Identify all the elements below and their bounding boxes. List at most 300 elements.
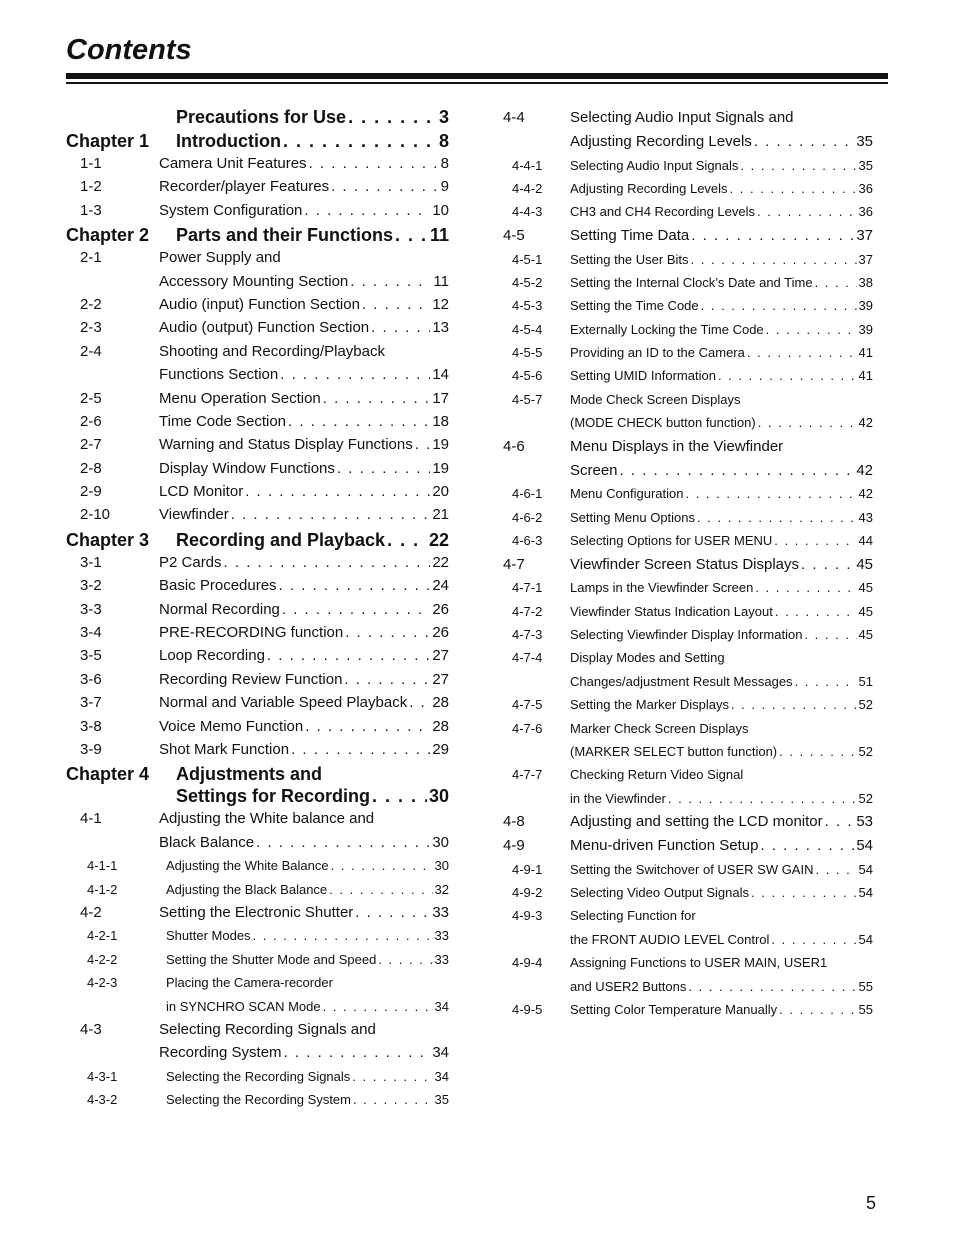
toc-entry-label (159, 175, 449, 198)
toc-entry-label (570, 975, 873, 998)
toc-entry (503, 553, 873, 576)
toc-page-number: 54 (858, 861, 873, 877)
page-number: 5 (866, 1193, 877, 1213)
toc-page-number: 42 (856, 461, 873, 479)
toc-page-number: 30 (434, 858, 449, 874)
toc-entry-label (176, 106, 449, 128)
toc-entry-label (570, 248, 873, 271)
toc-entry-title: Selecting Audio Input Signals (570, 157, 739, 173)
toc-entry-title: the FRONT AUDIO LEVEL Control (570, 931, 770, 947)
toc-entry (66, 503, 449, 526)
toc-entry (503, 130, 873, 153)
toc-entry-number: 4-6-2 (512, 509, 543, 525)
toc-entry (66, 668, 449, 691)
toc-entry-label (570, 881, 873, 904)
toc-entry-title: Setting UMID Information (570, 368, 716, 384)
toc-entry (66, 644, 449, 667)
toc-entry (503, 506, 873, 529)
toc-entry-title: Menu-driven Function Setup (570, 837, 759, 855)
toc-entry (66, 598, 449, 621)
toc-entry-number: 4-9-5 (512, 1001, 543, 1017)
toc-page-number: 43 (858, 509, 873, 525)
toc-entry-number: 4-2 (80, 903, 102, 921)
toc-entry-label (159, 199, 449, 222)
toc-entry-title: Display Modes and Setting (570, 650, 725, 666)
toc-entry-label (570, 130, 873, 153)
toc-entry-number: 4-7-5 (512, 697, 543, 713)
toc-entry (503, 364, 873, 387)
toc-page-number: 19 (432, 436, 449, 454)
toc-entry-title: Voice Memo Function (159, 717, 304, 735)
toc-dot-leader (304, 199, 430, 222)
toc-dot-leader (766, 318, 857, 341)
toc-entry-label (570, 858, 873, 881)
toc-entry-label (166, 924, 449, 947)
toc-entry-label (570, 200, 873, 223)
toc-entry-number: 2-6 (80, 412, 102, 430)
toc-dot-leader (718, 364, 857, 387)
toc-entry-label (570, 740, 873, 763)
toc-entry-title: Viewfinder (159, 506, 229, 524)
toc-dot-leader (775, 600, 857, 623)
toc-page-number: 45 (856, 555, 873, 573)
toc-entry-title: Setting the Electronic Shutter (159, 903, 354, 921)
toc-entry-title: Selecting Options for USER MENU (570, 532, 773, 548)
toc-entry-number: 3-7 (80, 694, 102, 712)
toc-entry-label (159, 480, 449, 503)
toc-entry-label (570, 998, 873, 1021)
toc-entry-label (570, 106, 873, 129)
toc-page-number: 51 (858, 673, 873, 689)
toc-entry-number: 4-9 (503, 837, 525, 855)
toc-entry-title: Selecting the Recording System (166, 1092, 351, 1108)
toc-entry-number: 4-3-1 (87, 1068, 118, 1084)
toc-page-number: 26 (432, 624, 449, 642)
title-rule-thick (66, 73, 888, 79)
toc-dot-leader (345, 621, 430, 644)
toc-page-number: 11 (429, 225, 449, 246)
toc-entry (66, 901, 449, 924)
toc-entry-number: 4-9-1 (512, 861, 543, 877)
toc-entry-number: 4-7-3 (512, 626, 543, 642)
toc-entry-number: 3-1 (80, 553, 102, 571)
toc-entry (66, 340, 449, 363)
toc-entry (66, 1018, 449, 1041)
toc-entry-title: Adjusting the White Balance (166, 858, 329, 874)
toc-dot-leader (730, 177, 857, 200)
toc-entry-number: 4-2-2 (87, 951, 118, 967)
toc-entry-title: Loop Recording (159, 647, 265, 665)
toc-entry-number: 4-4-2 (512, 180, 543, 196)
toc-page-number: 11 (433, 272, 449, 290)
toc-entry-label (570, 553, 873, 576)
toc-entry (66, 410, 449, 433)
toc-entry-title: Accessory Mounting Section (159, 272, 349, 290)
toc-entry-number: 2-9 (80, 483, 102, 501)
toc-dot-leader (371, 316, 430, 339)
toc-entry-number: 3-5 (80, 647, 102, 665)
toc-entry-label (159, 433, 449, 456)
toc-entry-number: 4-3 (80, 1020, 102, 1038)
toc-page-number: 30 (432, 833, 449, 851)
toc-page-number: 18 (432, 412, 449, 430)
toc-entry-title: Audio (input) Function Section (159, 295, 360, 313)
toc-page-number: 33 (432, 903, 449, 921)
toc-page-number: 22 (428, 529, 449, 550)
toc-page-number: 20 (432, 483, 449, 501)
toc-entry (66, 270, 449, 293)
toc-page-number: 38 (858, 274, 873, 290)
toc-entry-title: Normal and Variable Speed Playback (159, 694, 408, 712)
toc-entry (503, 459, 873, 482)
toc-entry-label (159, 152, 449, 175)
toc-dot-leader (331, 854, 433, 877)
toc-entry (503, 975, 873, 998)
page-title: Contents (66, 34, 192, 66)
toc-dot-leader (323, 387, 431, 410)
toc-entry-title: Setting Menu Options (570, 509, 696, 525)
toc-page-number: 3 (438, 107, 449, 127)
toc-dot-leader (825, 810, 855, 833)
toc-entry-label (570, 364, 873, 387)
toc-entry-number: 4-4-1 (512, 157, 543, 173)
toc-entry-title: in SYNCHRO SCAN Mode (166, 998, 321, 1014)
toc-entry-title: Shutter Modes (166, 928, 251, 944)
toc-entry (503, 646, 873, 669)
toc-entry-title: Viewfinder Status Indication Layout (570, 603, 773, 619)
toc-entry-title: Display Window Functions (159, 459, 335, 477)
toc-entry-label (570, 670, 873, 693)
toc-dot-leader (620, 459, 855, 482)
toc-entry-title: Precautions for Use (176, 107, 347, 127)
toc-entry-label (570, 529, 873, 552)
toc-entry-number: 1-1 (80, 155, 102, 172)
toc-entry-title: Setting the Shutter Mode and Speed (166, 951, 377, 967)
toc-page-number: 32 (434, 881, 449, 897)
toc-entry-label (570, 177, 873, 200)
toc-entry (66, 715, 449, 738)
toc-chapter-entry (66, 224, 449, 246)
toc-entry (503, 998, 873, 1021)
toc-entry-title: Checking Return Video Signal (570, 767, 744, 783)
toc-entry-number: 4-9-2 (512, 885, 543, 901)
toc-entry-number: 2-7 (80, 436, 102, 454)
toc-entry-title: Recorder/player Features (159, 178, 330, 196)
toc-dot-leader (395, 224, 428, 246)
toc-entry (66, 387, 449, 410)
toc-entry-number: 4-7-1 (512, 580, 543, 596)
toc-entry-title: Power Supply and (159, 249, 281, 267)
toc-dot-leader (224, 551, 431, 574)
toc-entry-label (570, 834, 873, 857)
toc-entry-title: Setting Color Temperature Manually (570, 1001, 778, 1017)
toc-entry-label (166, 1065, 449, 1088)
toc-dot-leader (362, 293, 430, 316)
toc-entry-number: 4-5 (503, 227, 525, 245)
toc-entry-label (159, 363, 449, 386)
toc-entry (66, 1088, 449, 1111)
toc-page-number: 39 (858, 321, 873, 337)
toc-page-number: 33 (434, 928, 449, 944)
toc-page-number: 26 (432, 600, 449, 618)
toc-entry-label (159, 410, 449, 433)
toc-entry-number: 3-9 (80, 740, 102, 758)
toc-page-number: 36 (858, 204, 873, 220)
toc-dot-leader (409, 691, 430, 714)
toc-entry-number: 4-9-4 (512, 955, 543, 971)
toc-dot-leader (747, 341, 857, 364)
toc-entry-number: 2-5 (80, 389, 102, 407)
toc-page-number: 22 (432, 553, 449, 571)
toc-entry-label (570, 318, 873, 341)
toc-entry-number: 4-4-3 (512, 204, 543, 220)
toc-entry-number: 1-3 (80, 201, 102, 219)
toc-entry-number: 4-6-1 (512, 486, 543, 502)
toc-page-number: 52 (858, 697, 873, 713)
toc-entry-title: Recording Review Function (159, 670, 343, 688)
toc-entry-title: Changes/adjustment Result Messages (570, 673, 793, 689)
toc-page-number: 21 (432, 506, 449, 524)
toc-entry (66, 551, 449, 574)
toc-entry-label (159, 1018, 449, 1041)
toc-entry (503, 787, 873, 810)
toc-entry-title: and USER2 Buttons (570, 978, 687, 994)
toc-entry-label (159, 807, 449, 830)
toc-dot-leader (256, 831, 430, 854)
toc-entry-label (159, 715, 449, 738)
toc-entry-title: Basic Procedures (159, 577, 277, 595)
toc-entry-label (570, 904, 873, 927)
toc-page-number: 12 (432, 295, 449, 313)
toc-entry-number: 2-10 (80, 506, 111, 524)
toc-dot-leader (344, 668, 430, 691)
toc-entry-title: System Configuration (159, 201, 303, 219)
toc-entry (66, 971, 449, 994)
toc-entry-number: 4-1 (80, 810, 102, 828)
toc-dot-leader (804, 623, 856, 646)
toc-entry (503, 904, 873, 927)
toc-entry (503, 858, 873, 881)
toc-dot-leader (697, 506, 857, 529)
toc-entry (66, 246, 449, 269)
toc-entry-title: Screen (570, 461, 618, 479)
toc-entry-title: Black Balance (159, 833, 255, 851)
toc-entry (66, 924, 449, 947)
toc-entry-label (159, 668, 449, 691)
toc-entry-title: (MODE CHECK button function) (570, 415, 756, 431)
toc-dot-leader (372, 785, 427, 807)
toc-entry-label (159, 316, 449, 339)
toc-entry-label (570, 224, 873, 247)
toc-page-number: 37 (858, 251, 873, 267)
toc-dot-leader (815, 271, 857, 294)
toc-entry (503, 294, 873, 317)
toc-entry-title: Warning and Status Display Functions (159, 436, 413, 454)
toc-page-number: 8 (438, 131, 449, 151)
toc-entry-number: 4-5-1 (512, 251, 543, 267)
toc-entry (503, 576, 873, 599)
toc-entry-label (159, 831, 449, 854)
toc-entry-label (176, 763, 449, 785)
toc-entry-label (570, 154, 873, 177)
toc-entry (66, 738, 449, 761)
toc-entry-label (159, 551, 449, 574)
toc-dot-leader (755, 576, 856, 599)
toc-entry-number: 4-8 (503, 813, 525, 831)
toc-entry (66, 293, 449, 316)
toc-entry-label (570, 928, 873, 951)
toc-entry-number: 3-2 (80, 577, 102, 595)
toc-page-number: 19 (432, 459, 449, 477)
toc-dot-leader (760, 834, 854, 857)
toc-entry-title: Selecting Viewfinder Display Information (570, 626, 803, 642)
toc-entry (66, 363, 449, 386)
toc-entry-title: Setting the Switchover of USER SW GAIN (570, 861, 814, 877)
toc-entry-label (166, 995, 449, 1018)
toc-page-number: 52 (858, 743, 873, 759)
toc-entry-title: Time Code Section (159, 412, 287, 430)
toc-entry-number: 4-1-1 (87, 858, 118, 874)
toc-dot-leader (309, 152, 439, 175)
toc-entry-title: Shooting and Recording/Playback (159, 342, 385, 360)
toc-entry-title: Viewfinder Screen Status Displays (570, 555, 799, 573)
toc-entry (66, 480, 449, 503)
toc-entry (503, 928, 873, 951)
toc-page-number: 34 (434, 998, 449, 1014)
toc-page-number: 54 (858, 931, 873, 947)
toc-entry-number: 2-1 (80, 249, 102, 267)
toc-entry-number: 4-7-2 (512, 603, 543, 619)
toc-entry-label (159, 644, 449, 667)
toc-entry (66, 574, 449, 597)
toc-entry (66, 152, 449, 175)
toc-entry-label (570, 388, 873, 411)
toc-dot-leader (801, 553, 854, 576)
toc-dot-leader (731, 693, 857, 716)
toc-dot-leader (815, 858, 856, 881)
toc-dot-leader (691, 248, 857, 271)
toc-entry-label (166, 948, 449, 971)
toc-entry-label (176, 529, 449, 551)
toc-entry (503, 177, 873, 200)
toc-entry-number: 2-8 (80, 459, 102, 477)
toc-dot-leader (771, 928, 856, 951)
toc-dot-leader (779, 998, 856, 1021)
toc-entry-label (570, 623, 873, 646)
toc-entry-number: 3-6 (80, 670, 102, 688)
toc-entry-number: 3-4 (80, 624, 102, 642)
toc-entry-label (159, 270, 449, 293)
toc-entry-title: Externally Locking the Time Code (570, 321, 764, 337)
toc-chapter-entry (66, 130, 449, 152)
toc-page-number: 35 (858, 157, 873, 173)
toc-entry (503, 810, 873, 833)
toc-entry-number: 4-7-6 (512, 720, 543, 736)
toc-page-number: 41 (858, 368, 873, 384)
toc-dot-leader (685, 482, 856, 505)
toc-dot-leader (267, 644, 430, 667)
toc-entry-label (159, 340, 449, 363)
toc-entry-title: CH3 and CH4 Recording Levels (570, 204, 755, 220)
toc-page-number: 45 (858, 603, 873, 619)
toc-entry-number: 4-5-2 (512, 274, 543, 290)
toc-dot-leader (279, 574, 431, 597)
toc-entry (66, 1065, 449, 1088)
toc-entry-label (570, 576, 873, 599)
toc-dot-leader (378, 948, 432, 971)
toc-entry (66, 175, 449, 198)
toc-entry (503, 529, 873, 552)
toc-entry (503, 154, 873, 177)
toc-entry-title: Selecting Recording Signals and (159, 1020, 376, 1038)
toc-column-left (66, 106, 449, 1111)
toc-entry-number: 4-1-2 (87, 881, 118, 897)
toc-entry (503, 693, 873, 716)
toc-entry-label (159, 574, 449, 597)
toc-entry-number: 4-7-7 (512, 767, 543, 783)
toc-entry-title: LCD Monitor (159, 483, 244, 501)
toc-entry-label (570, 717, 873, 740)
toc-entry (66, 316, 449, 339)
toc-page-number: 42 (858, 486, 873, 502)
toc-chapter-entry (66, 763, 449, 785)
toc-entry (66, 995, 449, 1018)
toc-entry (503, 717, 873, 740)
toc-entry-title: Parts and their Functions (176, 225, 394, 246)
toc-page-number: 29 (432, 740, 449, 758)
toc-dot-leader (668, 787, 857, 810)
toc-page-number: 9 (440, 178, 449, 196)
toc-page-number: 24 (432, 577, 449, 595)
toc-entry-label (159, 691, 449, 714)
toc-entry-title: Introduction (176, 131, 281, 151)
toc-dot-leader (355, 901, 430, 924)
toc-page-number: 44 (858, 532, 873, 548)
toc-entry-title: Setting the Time Code (570, 298, 699, 314)
toc-entry (503, 435, 873, 458)
toc-entry-number: 4-2-3 (87, 975, 118, 991)
toc-entry-title: Audio (output) Function Section (159, 319, 370, 337)
toc-entry-number: Chapter 3 (66, 529, 150, 550)
toc-entry (503, 388, 873, 411)
toc-entry (66, 457, 449, 480)
toc-entry (503, 271, 873, 294)
toc-entry-title: Placing the Camera-recorder (166, 975, 333, 991)
toc-entry (66, 433, 449, 456)
toc-entry-number: Chapter 1 (66, 131, 150, 151)
toc-page-number: 54 (858, 885, 873, 901)
toc-entry-title: Recording and Playback (176, 529, 386, 550)
toc-dot-leader (751, 881, 857, 904)
toc-page-number: 52 (858, 790, 873, 806)
toc-entry-number: 4-5-6 (512, 368, 543, 384)
toc-dot-leader (337, 457, 430, 480)
toc-entry-title: Setting the Internal Clock’s Date and Time (570, 274, 813, 290)
toc-chapter-entry (66, 106, 449, 128)
toc-entry (503, 740, 873, 763)
toc-entry-label (159, 598, 449, 621)
toc-entry-label (570, 294, 873, 317)
toc-chapter-entry (66, 529, 449, 551)
toc-page-number: 37 (856, 227, 873, 245)
toc-entry (503, 341, 873, 364)
toc-entry-number: 4-6-3 (512, 532, 543, 548)
toc-entry (66, 831, 449, 854)
toc-entry (503, 600, 873, 623)
toc-dot-leader (331, 175, 439, 198)
toc-entry-title: Marker Check Screen Displays (570, 720, 749, 736)
toc-entry-label (570, 506, 873, 529)
